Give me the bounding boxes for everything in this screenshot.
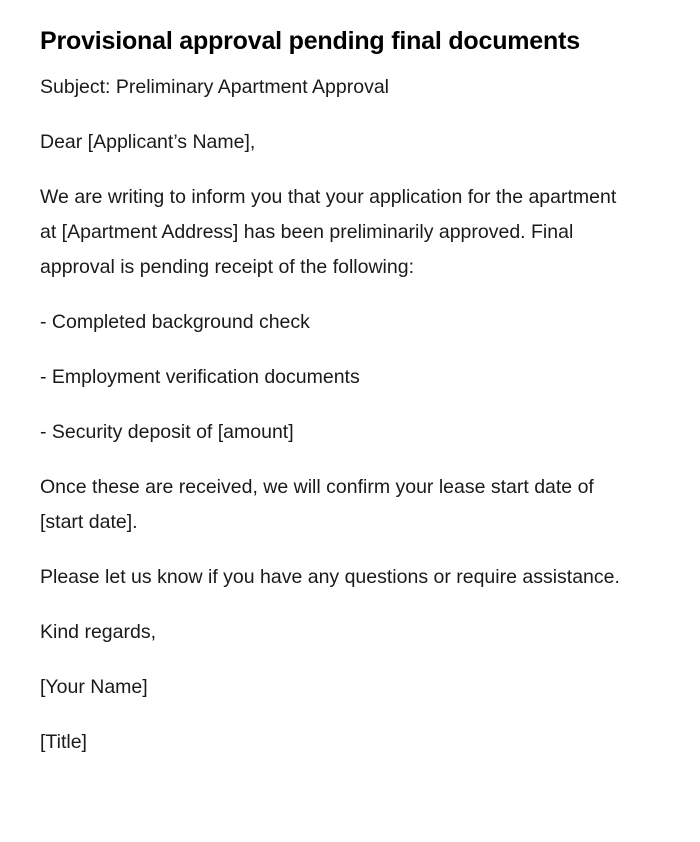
confirmation-paragraph: Once these are received, we will confirm your lease start date of [start date]. [40, 476, 594, 533]
subject-line: Subject: Preliminary Apartment Approval [40, 76, 390, 98]
list-item: - Security deposit of [amount] [40, 421, 294, 443]
list-item: - Completed background check [40, 311, 310, 333]
document-title: Provisional approval pending final documents [40, 27, 580, 55]
list-item: - Employment verification documents [40, 366, 360, 388]
signer-name: [Your Name] [40, 676, 148, 698]
signer-title: [Title] [40, 731, 87, 753]
greeting: Dear [Applicant’s Name], [40, 131, 256, 153]
closing: Kind regards, [40, 621, 156, 643]
intro-paragraph: We are writing to inform you that your application for the apartment at [Apartment Address] has been preliminarily approved. Final approval is pending receipt of the following: [40, 186, 617, 278]
questions-paragraph: Please let us know if you have any questions or require assistance. [40, 566, 620, 588]
